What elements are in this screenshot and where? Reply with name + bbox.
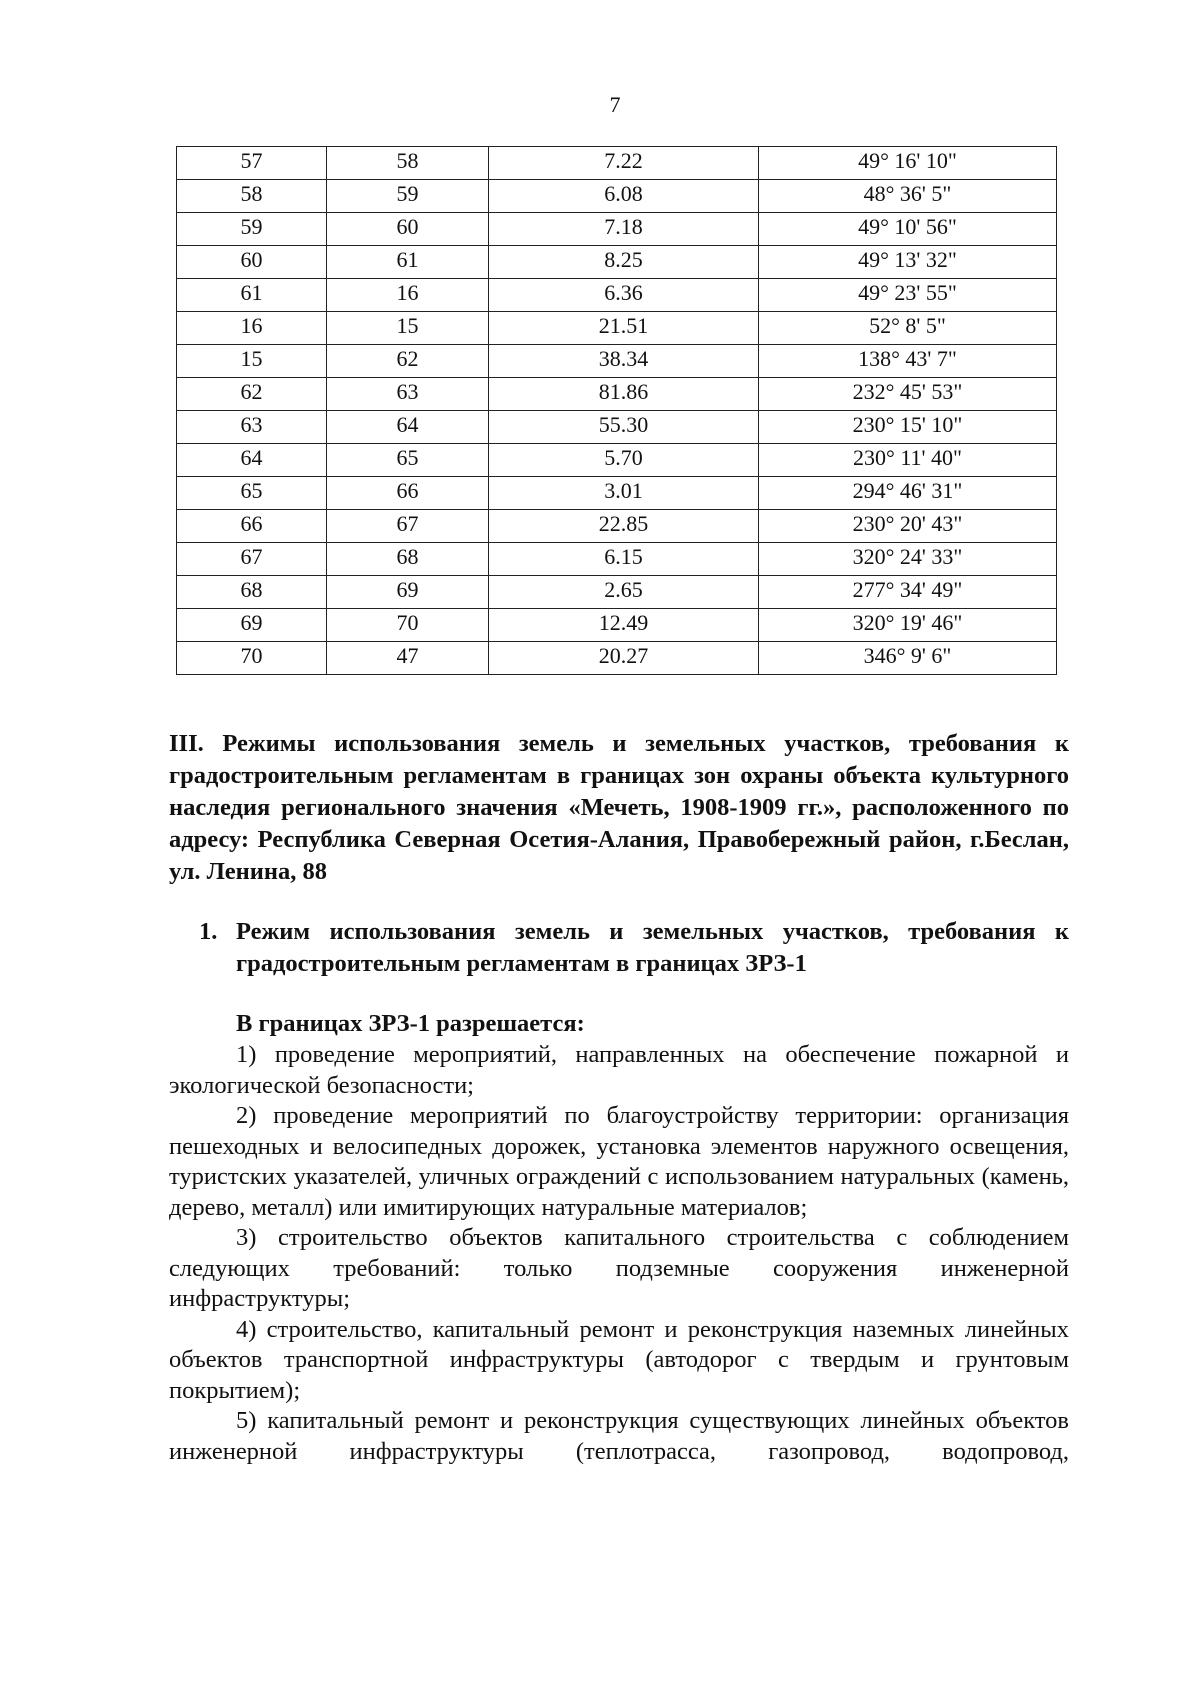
table-cell: 16 [177,312,327,345]
table-cell: 81.86 [489,378,759,411]
table-cell: 69 [327,576,489,609]
table-row [177,444,1057,477]
list-item: 5) капитальный ремонт и реконструкция существующих линейных объектов инженерной инфраструктуры (теплотрасса, газопровод, водопровод, [169,1407,1069,1465]
table-cell: 22.85 [489,510,759,543]
table-cell: 21.51 [489,312,759,345]
table-cell: 320° 24' 33" [759,543,1057,576]
table-cell: 346° 9' 6" [759,642,1057,675]
table-cell: 48° 36' 5" [759,180,1057,213]
table-cell: 138° 43' 7" [759,345,1057,378]
table-cell: 16 [327,279,489,312]
table-cell: 6.15 [489,543,759,576]
table-row [177,609,1057,642]
table-cell: 65 [327,444,489,477]
table-cell: 320° 19' 46" [759,609,1057,642]
table-row [177,279,1057,312]
table-cell: 60 [327,213,489,246]
list-item: 4) строительство, капитальный ремонт и реконструкция наземных линейных объектов транспортной инфраструктуры (автодорог с твердым и грунтовым покрытием); [169,1315,1069,1404]
subsection-title: Режим использования земель и земельных участков, требования к градостроительным регламентам в границах ЗРЗ-1 [236,918,1069,977]
table-cell: 58 [177,180,327,213]
table-cell: 277° 34' 49" [759,576,1057,609]
table-cell: 67 [327,510,489,543]
subsection-heading [199,916,1069,980]
table-cell: 20.27 [489,642,759,675]
list-item: 1) проведение мероприятий, направленных на обеспечение пожарной и экологической безопасности; [169,1041,1069,1099]
table-row [177,345,1057,378]
table-cell: 230° 11' 40" [759,444,1057,477]
allowed-list [169,1040,1069,1467]
table-cell: 230° 15' 10" [759,411,1057,444]
table-cell: 57 [177,147,327,180]
table-cell: 67 [177,543,327,576]
table-cell: 69 [177,609,327,642]
table-row [177,543,1057,576]
bearings-table [176,146,1057,675]
table-body [177,147,1057,675]
table-cell: 12.49 [489,609,759,642]
table-cell: 62 [327,345,489,378]
table-row [177,510,1057,543]
table-cell: 8.25 [489,246,759,279]
table-cell: 294° 46' 31" [759,477,1057,510]
table-cell: 5.70 [489,444,759,477]
table-cell: 230° 20' 43" [759,510,1057,543]
table-row [177,246,1057,279]
table-cell: 62 [177,378,327,411]
table-cell: 38.34 [489,345,759,378]
table-cell: 68 [177,576,327,609]
table-row [177,180,1057,213]
subsection-number: 1. [199,918,218,945]
table-row [177,312,1057,345]
allowed-list-title: В границах ЗРЗ-1 разрешается: [236,1010,585,1037]
table-cell: 63 [327,378,489,411]
table-cell: 66 [177,510,327,543]
table-cell: 47 [327,642,489,675]
list-item: 3) строительство объектов капитального строительства с соблюдением следующих требований: только подземные сооружения инженерной инфраструктуры; [169,1224,1069,1312]
table-cell: 15 [177,345,327,378]
table-cell: 59 [327,180,489,213]
table-row [177,411,1057,444]
table-cell: 15 [327,312,489,345]
table-cell: 64 [327,411,489,444]
table-row [177,477,1057,510]
list-item: 2) проведение мероприятий по благоустройству территории: организация пешеходных и велосипедных дорожек, установка элементов наружного освещения, туристских указателей, уличных ограждений с использованием натуральных (камень, дерево, металл) или имитирующих натуральные материалов; [169,1102,1069,1221]
section-heading: III. Режимы использования земель и земельных участков, требования к градостроительным регламентам в границах зон охраны объекта культурного наследия регионального значения «Мечеть, 1908-1909 гг.», расположенного по адресу: Республика Северная Осетия-Алания, Правобережный район, г.Беслан, ул. Ленина, 88 [169,730,1069,885]
table-cell: 49° 23' 55" [759,279,1057,312]
table-cell: 3.01 [489,477,759,510]
table-cell: 49° 10' 56" [759,213,1057,246]
table-cell: 2.65 [489,576,759,609]
table-cell: 68 [327,543,489,576]
table-row [177,642,1057,675]
table-cell: 61 [327,246,489,279]
page-number: 7 [609,92,621,117]
table-cell: 7.22 [489,147,759,180]
table-cell: 65 [177,477,327,510]
table-cell: 7.18 [489,213,759,246]
table-cell: 70 [177,642,327,675]
table-cell: 49° 16' 10" [759,147,1057,180]
table-cell: 49° 13' 32" [759,246,1057,279]
table-row [177,576,1057,609]
table-cell: 66 [327,477,489,510]
table-cell: 232° 45' 53" [759,378,1057,411]
table-cell: 64 [177,444,327,477]
table-cell: 61 [177,279,327,312]
table-row [177,378,1057,411]
table-cell: 60 [177,246,327,279]
table-row [177,213,1057,246]
table-cell: 52° 8' 5" [759,312,1057,345]
table-cell: 70 [327,609,489,642]
table-cell: 58 [327,147,489,180]
table-row [177,147,1057,180]
table-cell: 63 [177,411,327,444]
table-cell: 59 [177,213,327,246]
table-cell: 6.08 [489,180,759,213]
table-cell: 55.30 [489,411,759,444]
table-cell: 6.36 [489,279,759,312]
